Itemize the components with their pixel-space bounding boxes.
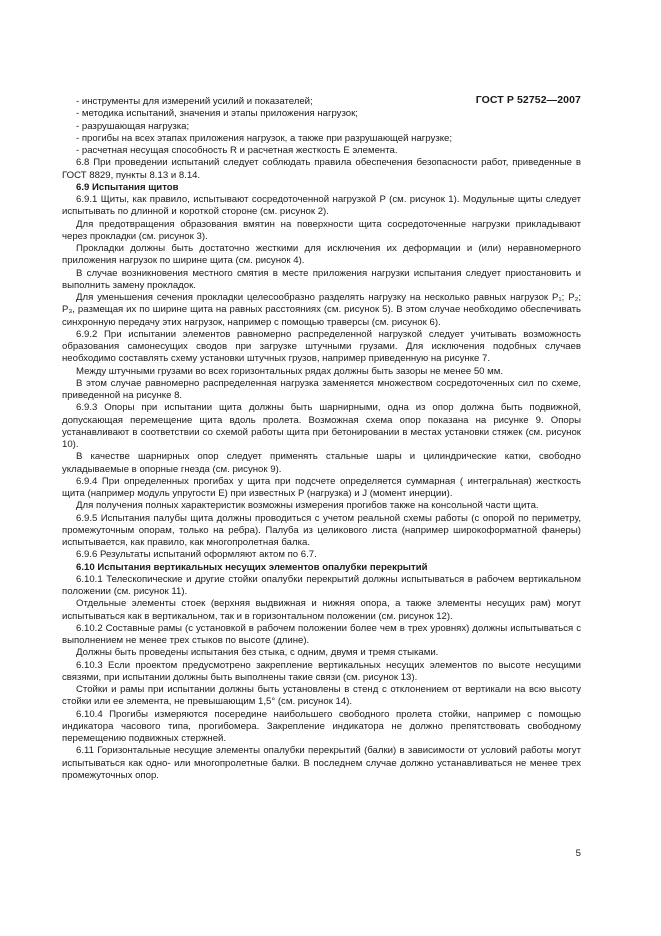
paragraph: 6.10.1 Телескопические и другие стойки опалубки перекрытий должны испытываться в рабочем вертикальном положении (см. рисунок 11).	[62, 573, 581, 597]
paragraph: 6.8 При проведении испытаний следует соблюдать правила обеспечения безопасности работ, приведенные в ГОСТ 8829, пункты 8.13 и 8.14.	[62, 157, 581, 181]
paragraph: Между штучными грузами во всех горизонтальных рядах должны быть зазоры не менее 50 мм.	[76, 365, 504, 377]
page-number: 5	[575, 848, 581, 859]
paragraph: 6.9.1 Щиты, как правило, испытывают сосредоточенной нагрузкой P (см. рисунок 1). Модульные щиты следует испытывать по длинной и короткой стороне (см. рисунок 2).	[62, 194, 581, 218]
page-header-doc-code: ГОСТ Р 52752—2007	[475, 94, 581, 106]
list-item: - прогибы на всех этапах приложения нагрузок, а также при разрушающей нагрузке;	[76, 132, 453, 144]
list-item: - расчетная несущая способность R и расчетная жесткость E элемента.	[76, 145, 398, 156]
paragraph: 6.9.6 Результаты испытаний оформляют актом по 6.7.	[76, 549, 317, 561]
paragraph: Прокладки должны быть достаточно жесткими для исключения их деформации и (или) неравномерного приложения нагрузок по ширине щита (см. рисунок 4).	[62, 243, 581, 267]
paragraph: Для уменьшения сечения прокладки целесообразно разделять нагрузку на несколько равных нагрузок P₁; P₂; P₃, размещая их по ширине щита на равных расстояниях (см. рисунок 5). В этом случае необходимо обеспечивать синхронную передачу этих нагрузок, например с помощью траверсы (см. рисунок 6).	[62, 292, 581, 328]
paragraph: В этом случае равномерно распределенная нагрузка заменяется множеством сосредоточенных сил по схеме, приведенной на рисунке 8.	[62, 377, 581, 401]
section-heading: 6.9 Испытания щитов	[76, 181, 179, 193]
paragraph: 6.11 Горизонтальные несущие элементы опалубки перекрытий (балки) в зависимости от условий работы могут испытываться как одно- или многопролетные балки. В последнем случае должно устанавливаться не менее трех промежуточных опор.	[62, 745, 581, 781]
body-text	[62, 96, 581, 782]
section-heading: 6.10 Испытания вертикальных несущих элементов опалубки перекрытий	[76, 561, 428, 573]
paragraph: 6.10.3 Если проектом предусмотрено закрепление вертикальных несущих элементов по высоте несущими связями, при испытании должны быть выполнены такие связи (см. рисунок 13).	[62, 659, 581, 683]
list-item: - инструменты для измерений усилий и показателей;	[76, 96, 313, 107]
paragraph: 6.9.4 При определенных прогибах y щита при подсчете определяется суммарная ( интегральная) жесткость щита (например модуль упругости E) при известных P (нагрузка) и J (момент инерции).	[62, 475, 581, 499]
paragraph: 6.10.4 Прогибы измеряются посередине наибольшего свободного пролета стойки, например с помощью индикатора часового типа, прогибомера. Закрепление индикатора не должно препятствовать свободному перемещению подвижных стержней.	[62, 708, 581, 744]
paragraph: Отдельные элементы стоек (верхняя выдвижная и нижняя опора, а также элементы несущих рам) могут испытываться как в вертикальном, так и в горизонтальном положении (см. рисунок 12).	[62, 598, 581, 622]
paragraph: В качестве шарнирных опор следует применять стальные шары и цилиндрические катки, свободно укладываемые в опорные гнезда (см. рисунок 9).	[62, 451, 581, 475]
paragraph: 6.9.3 Опоры при испытании щита должны быть шарнирными, одна из опор должна быть подвижной, допускающая перемещение щита вдоль пролета. Возможная схема опор показана на рисунке 9. Опоры устанавливают в соответствии со схемой работы щита при бетонировании в местах установки стяжек (см. рисунок 10).	[62, 402, 581, 450]
list-item: - разрушающая нагрузка;	[76, 120, 190, 132]
paragraph: 6.9.2 При испытании элементов равномерно распределенной нагрузкой следует учитывать возможность образования самонесущих сводов при загрузке штучными грузами. Для исключения подобных случаев необходимо составлять схему установки штучных грузов, например приведенную на рисунке 7.	[62, 328, 581, 365]
paragraph: 6.9.5 Испытания палубы щита должны проводиться с учетом реальной схемы работы (с опорой по периметру, промежуточным опорам, только на ребра). Палуба из целикового листа (например широкоформатной фанеры) испытывается, как правило, как многопролетная балка.	[62, 512, 581, 548]
paragraph: 6.10.2 Составные рамы (с установкой в рабочем положении более чем в трех уровнях) должны испытываться с выполнением не менее трех стыков по высоте (длине).	[62, 622, 581, 646]
paragraph: В случае возникновения местного смятия в месте приложения нагрузки испытания следует приостановить и выполнить замену прокладок.	[62, 267, 581, 291]
paragraph: Должны быть проведены испытания без стыка, с одним, двумя и тремя стыками.	[76, 647, 439, 659]
paragraph: Для предотвращения образования вмятин на поверхности щита сосредоточенные нагрузки прикладывают через прокладки (см. рисунок 3).	[62, 218, 581, 242]
list-item: - методика испытаний, значения и этапы приложения нагрузок;	[76, 108, 358, 120]
paragraph: Для получения полных характеристик возможны измерения прогибов также на консольной части щита.	[76, 500, 539, 512]
paragraph: Стойки и рамы при испытании должны быть установлены в стенд с отклонением от вертикали на всю высоту стойки или ее элемента, не превышающим 1,5° (см. рисунок 14).	[62, 684, 581, 708]
